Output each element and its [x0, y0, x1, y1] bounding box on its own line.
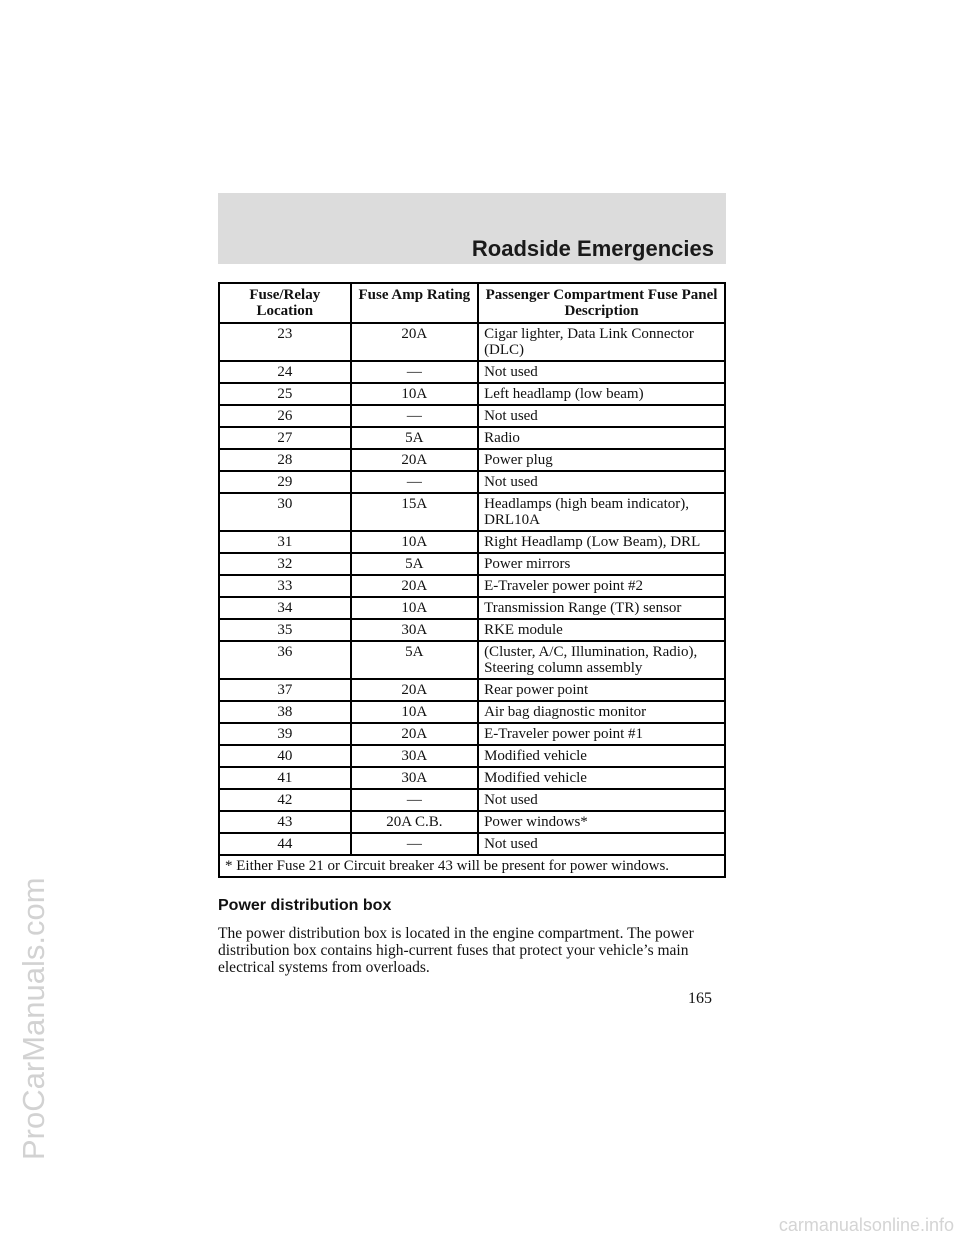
cell-rating: 20A — [351, 575, 478, 597]
cell-rating: 20A — [351, 679, 478, 701]
cell-description: Not used — [478, 471, 725, 493]
table-row — [219, 701, 725, 723]
cell-description: Power mirrors — [478, 553, 725, 575]
cell-rating: 10A — [351, 531, 478, 553]
table-row — [219, 427, 725, 449]
cell-location: 38 — [219, 701, 351, 723]
cell-description: Left headlamp (low beam) — [478, 383, 725, 405]
cell-description: Rear power point — [478, 679, 725, 701]
section-title: Roadside Emergencies — [471, 236, 714, 261]
header-rating: Fuse Amp Rating — [351, 283, 478, 323]
page-number: 165 — [688, 990, 712, 1007]
cell-location: 27 — [219, 427, 351, 449]
cell-location: 25 — [219, 383, 351, 405]
cell-rating: — — [351, 789, 478, 811]
cell-description: Modified vehicle — [478, 745, 725, 767]
cell-rating: 30A — [351, 619, 478, 641]
fuse-table — [218, 282, 726, 878]
table-row — [219, 575, 725, 597]
table-row — [219, 493, 725, 531]
side-watermark: ProCarManuals.com — [16, 877, 51, 1160]
cell-description: E-Traveler power point #2 — [478, 575, 725, 597]
cell-location: 28 — [219, 449, 351, 471]
cell-location: 23 — [219, 323, 351, 361]
table-row — [219, 449, 725, 471]
fuse-table-header — [219, 283, 725, 323]
cell-location: 43 — [219, 811, 351, 833]
cell-rating: — — [351, 471, 478, 493]
cell-rating: — — [351, 405, 478, 427]
cell-location: 32 — [219, 553, 351, 575]
cell-location: 29 — [219, 471, 351, 493]
cell-description: Not used — [478, 405, 725, 427]
cell-rating: 5A — [351, 641, 478, 679]
header-location: Fuse/Relay Location — [219, 283, 351, 323]
table-row — [219, 745, 725, 767]
table-row — [219, 323, 725, 361]
cell-description: Cigar lighter, Data Link Connector (DLC) — [478, 323, 725, 361]
table-row — [219, 723, 725, 745]
table-footnote: * Either Fuse 21 or Circuit breaker 43 will be present for power windows. — [219, 855, 725, 877]
table-row — [219, 405, 725, 427]
table-row — [219, 471, 725, 493]
cell-location: 39 — [219, 723, 351, 745]
bottom-watermark: carmanualsonline.info — [778, 1215, 954, 1235]
cell-location: 26 — [219, 405, 351, 427]
cell-location: 37 — [219, 679, 351, 701]
cell-rating: 10A — [351, 383, 478, 405]
table-row — [219, 789, 725, 811]
cell-rating: — — [351, 833, 478, 855]
fuse-table-body — [219, 323, 725, 855]
cell-rating: 20A — [351, 723, 478, 745]
cell-rating: 20A — [351, 323, 478, 361]
cell-rating: 5A — [351, 553, 478, 575]
cell-description: Power windows* — [478, 811, 725, 833]
table-row — [219, 619, 725, 641]
cell-rating: 20A — [351, 449, 478, 471]
table-row — [219, 361, 725, 383]
cell-rating: 5A — [351, 427, 478, 449]
table-row — [219, 679, 725, 701]
cell-description: E-Traveler power point #1 — [478, 723, 725, 745]
cell-location: 34 — [219, 597, 351, 619]
cell-location: 41 — [219, 767, 351, 789]
table-row — [219, 531, 725, 553]
cell-location: 36 — [219, 641, 351, 679]
cell-description: (Cluster, A/C, Illumination, Radio), Steering column assembly — [478, 641, 725, 679]
cell-rating: 10A — [351, 597, 478, 619]
cell-location: 44 — [219, 833, 351, 855]
table-row — [219, 811, 725, 833]
section-heading: Power distribution box — [218, 897, 392, 914]
cell-description: Radio — [478, 427, 725, 449]
cell-location: 42 — [219, 789, 351, 811]
cell-description: Transmission Range (TR) sensor — [478, 597, 725, 619]
cell-description: Not used — [478, 361, 725, 383]
table-row — [219, 597, 725, 619]
cell-rating: 20A C.B. — [351, 811, 478, 833]
cell-location: 24 — [219, 361, 351, 383]
cell-description: RKE module — [478, 619, 725, 641]
cell-description: Right Headlamp (Low Beam), DRL — [478, 531, 725, 553]
cell-description: Power plug — [478, 449, 725, 471]
cell-rating: 30A — [351, 767, 478, 789]
cell-rating: — — [351, 361, 478, 383]
table-row — [219, 641, 725, 679]
table-row — [219, 833, 725, 855]
cell-location: 40 — [219, 745, 351, 767]
cell-description: Air bag diagnostic monitor — [478, 701, 725, 723]
table-row — [219, 553, 725, 575]
cell-location: 30 — [219, 493, 351, 531]
cell-description: Headlamps (high beam indicator), DRL10A — [478, 493, 725, 531]
cell-description: Modified vehicle — [478, 767, 725, 789]
table-row — [219, 767, 725, 789]
cell-description: Not used — [478, 833, 725, 855]
section-body: The power distribution box is located in the engine compartment. The power distribution box contains high-current fuses that protect your vehicle’s main electrical systems from overloads. — [218, 925, 694, 976]
cell-rating: 15A — [351, 493, 478, 531]
cell-location: 33 — [219, 575, 351, 597]
cell-rating: 10A — [351, 701, 478, 723]
table-row — [219, 383, 725, 405]
cell-location: 35 — [219, 619, 351, 641]
cell-description: Not used — [478, 789, 725, 811]
cell-rating: 30A — [351, 745, 478, 767]
header-description: Passenger Compartment Fuse Panel Description — [478, 283, 725, 323]
section-header-band — [218, 193, 726, 264]
cell-location: 31 — [219, 531, 351, 553]
